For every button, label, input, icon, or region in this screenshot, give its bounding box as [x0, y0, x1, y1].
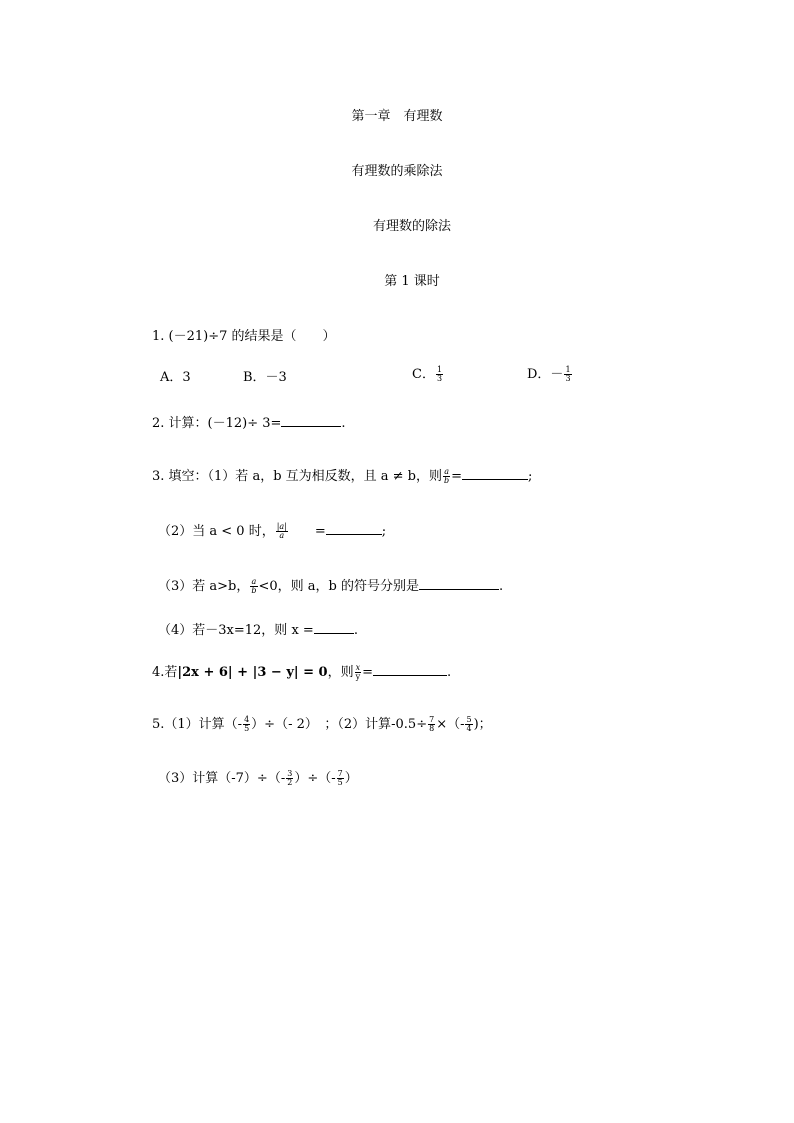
punctuation: )；	[473, 717, 492, 732]
answer-blank[interactable]	[419, 576, 499, 590]
question-5-part-2-text: ×（-	[436, 717, 465, 732]
punctuation: ;	[381, 524, 387, 539]
question-2	[152, 413, 346, 433]
question-3-part-3-fraction	[250, 578, 257, 595]
question-2-text: 2. 计算：(－12)÷ 3=	[152, 416, 282, 431]
fraction-denominator: 2	[287, 778, 293, 787]
answer-blank[interactable]	[281, 413, 341, 427]
question-4-text-b: ，则	[327, 665, 354, 680]
question-5-part-3-fraction-a	[286, 770, 293, 787]
question-5-parts-1-2	[152, 716, 492, 734]
question-3-part-2	[158, 521, 386, 541]
punctuation: .	[353, 623, 358, 638]
option-c-label: C．	[412, 367, 435, 382]
question-5-part-1-text-b: ）÷（- 2） ；（2）计算-0.5÷	[251, 717, 428, 732]
fraction-numerator: 5	[466, 715, 472, 724]
subsection-title: 有理数的除法	[372, 219, 451, 234]
question-5-part-3-text-b: ）÷（-	[294, 771, 336, 786]
fraction-numerator: |a|	[276, 522, 287, 531]
question-3-part-3-text-a: （3）若 a>b，	[158, 579, 250, 594]
question-4-text-a: 4.若	[152, 665, 178, 680]
answer-blank[interactable]	[373, 662, 447, 676]
answer-blank[interactable]	[314, 620, 354, 634]
equals-sign: =	[451, 469, 463, 484]
question-1-options	[160, 365, 640, 393]
punctuation: ）	[344, 771, 358, 786]
fraction-numerator: 4	[244, 715, 250, 724]
option-d-label: D．－	[527, 367, 564, 382]
question-3-part-3-text-b: <0，则 a，b 的符号分别是	[258, 579, 420, 594]
option-d-fraction	[564, 366, 571, 383]
fraction-denominator: y	[355, 672, 361, 681]
question-3-part-4-text: （4）若－3x=12，则 x =	[158, 623, 314, 638]
equals-sign: =	[314, 524, 326, 539]
question-5-part-1-fraction	[243, 716, 250, 733]
fraction-denominator: 3	[436, 374, 443, 383]
section-title: 有理数的乘除法	[351, 164, 443, 179]
punctuation: .	[499, 579, 504, 594]
fraction-denominator: b	[444, 476, 450, 485]
fraction-denominator: 5	[244, 724, 250, 733]
question-3-part-1	[152, 466, 532, 486]
question-5-part-2-fraction-b	[465, 716, 472, 733]
question-3-part-1-text: 3. 填空：（1）若 a，b 互为相反数，且 a ≠ b，则	[152, 469, 443, 484]
fraction-numerator: 7	[337, 769, 343, 778]
option-b: B．－3	[243, 370, 287, 385]
question-1-stem: 1. (－21)÷7 的结果是（ ）	[152, 329, 336, 344]
fraction-denominator: 3	[565, 374, 571, 383]
option-a: A．3	[160, 370, 191, 385]
fraction-denominator: 5	[337, 778, 343, 787]
chapter-title: 第一章 有理数	[351, 109, 443, 124]
lesson-title: 第 1 课时	[384, 274, 440, 289]
answer-blank[interactable]	[326, 521, 382, 535]
question-4-fraction	[355, 664, 362, 681]
question-3-part-2-fraction	[276, 523, 288, 540]
punctuation: .	[447, 665, 452, 680]
question-4-expression: |2x + 6| + |3 − y| = 0	[177, 665, 328, 680]
fraction-numerator: 1	[565, 365, 571, 374]
option-c	[412, 366, 444, 384]
fraction-denominator: 8	[429, 724, 435, 733]
question-3-part-1-fraction	[443, 468, 450, 485]
fraction-denominator: a	[279, 531, 285, 540]
option-d	[527, 366, 573, 384]
fraction-numerator: 3	[287, 769, 293, 778]
question-4	[152, 662, 451, 682]
option-c-fraction	[436, 366, 443, 383]
answer-blank[interactable]	[462, 466, 528, 480]
fraction-numerator: a	[251, 577, 257, 586]
question-5-part-2-fraction-a	[428, 716, 435, 733]
fraction-numerator: 1	[436, 365, 443, 374]
question-3-part-4	[158, 620, 358, 640]
punctuation: ;	[528, 469, 533, 484]
question-3-part-3	[158, 576, 503, 596]
question-5-part-3	[158, 770, 358, 788]
fraction-denominator: 4	[466, 724, 472, 733]
question-5-part-3-text-a: （3）计算（-7）÷（-	[158, 771, 286, 786]
equals-sign: =	[362, 665, 374, 680]
fraction-numerator: a	[444, 467, 449, 476]
question-3-part-2-text: （2）当 a < 0 时，	[158, 524, 275, 539]
fraction-denominator: b	[251, 586, 257, 595]
question-2-end: .	[341, 416, 346, 431]
fraction-numerator: 7	[429, 715, 435, 724]
fraction-numerator: x	[355, 663, 361, 672]
question-5-part-1-text-a: 5.（1）计算（-	[152, 717, 243, 732]
question-5-part-3-fraction-b	[337, 770, 344, 787]
